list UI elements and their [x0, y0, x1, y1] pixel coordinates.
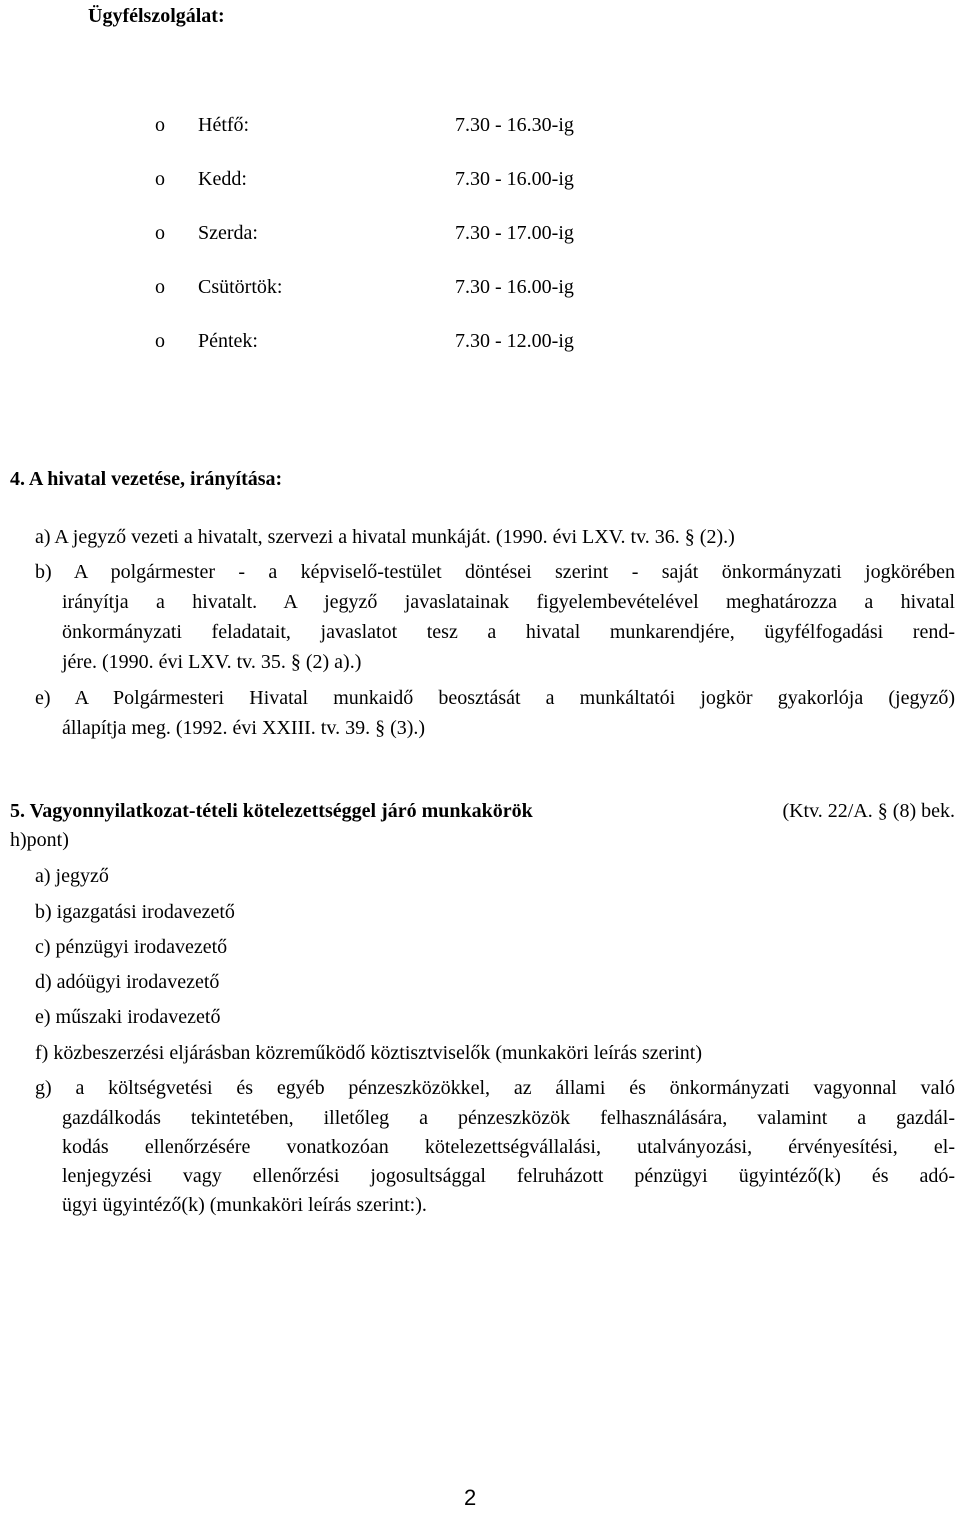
section-4-title: 4. A hivatal vezetése, irányítása:	[10, 468, 283, 490]
bullet: o	[155, 222, 165, 244]
bullet: o	[155, 330, 165, 352]
page-heading: Ügyfélszolgálat:	[88, 5, 225, 27]
schedule-time: 7.30 - 16.30-ig	[455, 114, 574, 136]
list-item: c) pénzügyi irodavezető	[35, 936, 228, 958]
section-5-title-line2: h)pont)	[10, 829, 69, 851]
schedule-row	[0, 167, 960, 191]
section-4-item-b-line: b) A polgármester - a képviselő-testület döntései szerint - saját önkormányzati jogkörében	[35, 561, 955, 583]
section-5-item-g-line: g) a költségvetési és egyéb pénzeszközökkel, az állami és önkormányzati vagyonnal való	[35, 1077, 955, 1099]
section-5-item-g-line: gazdálkodás tekintetében, illetőleg a pénzeszközök felhasználására, valamint a gazdál-	[62, 1107, 955, 1129]
list-item: b) igazgatási irodavezető	[35, 901, 235, 923]
section-4-item-a: a) A jegyző vezeti a hivatalt, szervezi a hivatal munkáját. (1990. évi LXV. tv. 36. § (2).)	[35, 526, 735, 548]
schedule-time: 7.30 - 16.00-ig	[455, 276, 574, 298]
bullet: o	[155, 114, 165, 136]
section-5-item-g-line: lenjegyzési vagy ellenőrzési jogosultsággal felruházott pénzügyi ügyintéző(k) és adó-	[62, 1165, 955, 1187]
section-4-item-e-line: e) A Polgármesteri Hivatal munkaidő beosztását a munkáltatói jogkör gyakorlója (jegyző)	[35, 687, 955, 709]
schedule-day: Kedd:	[198, 168, 247, 190]
list-item: d) adóügyi irodavezető	[35, 971, 220, 993]
schedule-time: 7.30 - 17.00-ig	[455, 222, 574, 244]
schedule-day: Péntek:	[198, 330, 258, 352]
list-item: f) közbeszerzési eljárásban közreműködő köztisztviselők (munkaköri leírás szerint)	[35, 1042, 702, 1064]
schedule-day: Szerda:	[198, 222, 258, 244]
section-4-item-b-line: önkormányzati feladatait, javaslatot tesz a hivatal munkarendjére, ügyfélfogadási rend-	[62, 621, 955, 643]
section-5-item-g-line: ügyi ügyintéző(k) (munkaköri leírás szerint:).	[62, 1194, 427, 1216]
schedule-day: Hétfő:	[198, 114, 250, 136]
list-item: e) műszaki irodavezető	[35, 1006, 221, 1028]
schedule-time: 7.30 - 12.00-ig	[455, 330, 574, 352]
bullet: o	[155, 168, 165, 190]
section-4-item-e-line: állapítja meg. (1992. évi XXIII. tv. 39. § (3).)	[62, 717, 426, 739]
section-4-item-b-line: jére. (1990. évi LXV. tv. 35. § (2) a).)	[62, 651, 362, 673]
schedule-row	[0, 221, 960, 245]
bullet: o	[155, 276, 165, 298]
schedule-row	[0, 113, 960, 137]
section-5-title	[10, 799, 955, 823]
schedule-row	[0, 275, 960, 299]
page-number: 2	[464, 1485, 477, 1510]
list-item: a) jegyző	[35, 865, 109, 887]
schedule-time: 7.30 - 16.00-ig	[455, 168, 574, 190]
section-5-item-g-line: kodás ellenőrzésére vonatkozóan kötelezettségvállalási, utalványozási, érvényesítési, el-	[62, 1136, 955, 1158]
schedule-day: Csütörtök:	[198, 276, 283, 298]
section-5-title-bold: 5. Vagyonnyilatkozat-tételi kötelezettséggel járó munkakörök	[10, 800, 533, 822]
section-4-item-b-line: irányítja a hivatalt. A jegyző javaslatainak figyelembevételével meghatározza a hivatal	[62, 591, 955, 613]
section-5-title-ref: (Ktv. 22/A. § (8) bek.	[782, 800, 955, 822]
schedule-row	[0, 329, 960, 353]
